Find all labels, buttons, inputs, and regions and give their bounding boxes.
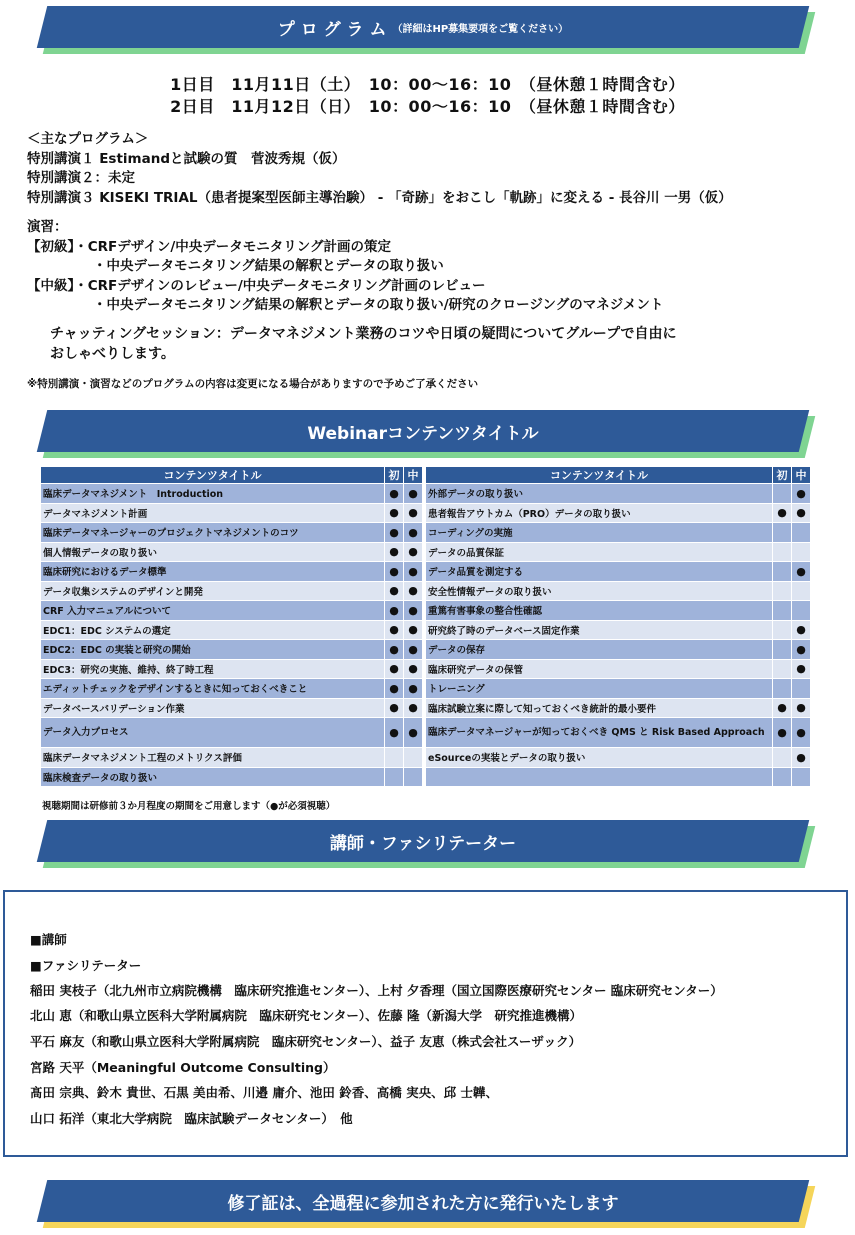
staff-title: 講師・ファシリテーター — [329, 833, 517, 854]
table-row — [41, 659, 423, 679]
content-title-cell: コーディングの実施 — [426, 523, 773, 543]
beginner-mark-cell: ● — [773, 503, 792, 523]
beginner-mark-cell — [773, 581, 792, 601]
chat-session — [50, 324, 677, 364]
content-title-cell: データ入力プロセス — [41, 718, 385, 748]
schedule-day1: 1日目 11月11日（土） 10：00〜16：10 （昼休憩１時間含む） — [170, 75, 685, 94]
intermediate-mark-cell: ● — [404, 601, 423, 621]
content-title-cell: 臨床研究データの保管 — [426, 659, 773, 679]
content-title-cell: 研究終了時のデータベース固定作業 — [426, 620, 773, 640]
facilitator-heading: ■ファシリテーター — [30, 958, 142, 973]
exercise-3: 【中級】・CRFデザインのレビュー/中央データモニタリング計画のレビュー — [27, 277, 486, 294]
certificate-banner — [42, 1180, 804, 1222]
content-title-cell: 患者報告アウトカム（PRO）データの取り扱い — [426, 503, 773, 523]
beginner-mark-cell: ● — [773, 718, 792, 748]
content-title-cell: データ収集システムのデザインと開発 — [41, 581, 385, 601]
table-row — [426, 542, 811, 562]
intermediate-mark-cell — [792, 523, 811, 543]
col-header-beginner: 初 — [385, 467, 404, 484]
table-row — [41, 523, 423, 543]
intermediate-mark-cell: ● — [404, 679, 423, 699]
intermediate-mark-cell: ● — [792, 748, 811, 768]
table-row — [41, 698, 423, 718]
facilitator-line-5: 髙田 宗典、鈴木 貴世、石黒 美由希、川邉 庸介、池田 鈴香、高橋 実央、邱 士韡、 — [30, 1085, 498, 1100]
table-row — [426, 620, 811, 640]
beginner-mark-cell — [773, 484, 792, 504]
table-row — [41, 484, 423, 504]
content-title-cell: エディットチェックをデザインするときに知っておくべきこと — [41, 679, 385, 699]
program-title: プ ロ グ ラ ム — [277, 19, 387, 40]
intermediate-mark-cell: ● — [404, 620, 423, 640]
intermediate-mark-cell — [792, 542, 811, 562]
content-title-cell: データベースバリデーション作業 — [41, 698, 385, 718]
beginner-mark-cell: ● — [385, 620, 404, 640]
table-row — [41, 640, 423, 660]
intermediate-mark-cell: ● — [404, 562, 423, 582]
content-table-left — [40, 466, 423, 787]
content-title-cell: 臨床データマネージャーのプロジェクトマネジメントのコツ — [41, 523, 385, 543]
table-row — [426, 718, 811, 748]
intermediate-mark-cell: ● — [792, 484, 811, 504]
content-title-cell: 臨床データマネージャーが知っておくべき QMS と Risk Based Approach — [426, 718, 773, 748]
certificate-title: 修了証は、全過程に参加された方に発行いたします — [227, 1193, 619, 1214]
program-list — [27, 130, 732, 208]
table-row — [426, 601, 811, 621]
intermediate-mark-cell — [404, 767, 423, 787]
content-title-cell: EDC2：EDC の実装と研究の開始 — [41, 640, 385, 660]
beginner-mark-cell: ● — [773, 698, 792, 718]
exercise-1: 【初級】・CRFデザイン/中央データモニタリング計画の策定 — [27, 238, 391, 255]
col-header-intermediate: 中 — [792, 467, 811, 484]
content-title-cell: データ品質を測定する — [426, 562, 773, 582]
beginner-mark-cell: ● — [385, 601, 404, 621]
lecture-3: 特別講演３ KISEKI TRIAL（患者提案型医師主導治験） - 「奇跡」をおこし「軌跡」に変える - 長谷川 一男（仮） — [27, 189, 732, 206]
lecture-2: 特別講演２：未定 — [27, 170, 135, 186]
table-row — [41, 718, 423, 748]
intermediate-mark-cell: ● — [404, 718, 423, 748]
content-title-cell: 臨床データマネジメント Introduction — [41, 484, 385, 504]
beginner-mark-cell — [385, 748, 404, 768]
beginner-mark-cell: ● — [385, 640, 404, 660]
intermediate-mark-cell — [792, 601, 811, 621]
beginner-mark-cell — [773, 542, 792, 562]
content-title-cell: 臨床データマネジメント工程のメトリクス評価 — [41, 748, 385, 768]
schedule-day2: 2日目 11月12日（日） 10：00〜16：10 （昼休憩１時間含む） — [170, 97, 685, 116]
table-row — [41, 581, 423, 601]
intermediate-mark-cell — [792, 679, 811, 699]
content-title-cell: 臨床検査データの取り扱い — [41, 767, 385, 787]
table-row — [426, 581, 811, 601]
content-title-cell: CRF 入力マニュアルについて — [41, 601, 385, 621]
intermediate-mark-cell: ● — [404, 484, 423, 504]
webinar-banner — [42, 410, 804, 452]
beginner-mark-cell — [773, 767, 792, 787]
content-title-cell: データの品質保証 — [426, 542, 773, 562]
intermediate-mark-cell: ● — [404, 698, 423, 718]
exercise-list — [27, 218, 663, 316]
content-title-cell: データマネジメント計画 — [41, 503, 385, 523]
beginner-mark-cell — [773, 562, 792, 582]
intermediate-mark-cell: ● — [792, 620, 811, 640]
facilitator-line-3: 平石 麻友（和歌山県立医科大学附属病院 臨床研究センター）、益子 友恵（株式会社スーザック） — [30, 1034, 582, 1049]
content-title-cell: EDC1：EDC システムの選定 — [41, 620, 385, 640]
beginner-mark-cell: ● — [385, 523, 404, 543]
intermediate-mark-cell: ● — [404, 523, 423, 543]
webinar-footnote: 視聴期間は研修前３か月程度の期間をご用意します（●が必須視聴） — [42, 801, 336, 812]
intermediate-mark-cell: ● — [792, 503, 811, 523]
beginner-mark-cell — [773, 679, 792, 699]
content-title-cell: 安全性情報データの取り扱い — [426, 581, 773, 601]
table-row — [41, 620, 423, 640]
facilitator-line-2: 北山 恵（和歌山県立医科大学附属病院 臨床研究センター）、佐藤 隆（新潟大学 研究推進機構） — [30, 1008, 582, 1023]
facilitator-line-4: 宮路 天平（Meaningful Outcome Consulting） — [30, 1060, 336, 1075]
program-title-note: （詳細はHP募集要項をご覧ください） — [392, 23, 569, 35]
program-note: ※特別講演・演習などのプログラムの内容は変更になる場合がありますので予めご了承ください — [27, 378, 479, 390]
beginner-mark-cell: ● — [385, 562, 404, 582]
intermediate-mark-cell: ● — [404, 640, 423, 660]
beginner-mark-cell: ● — [385, 542, 404, 562]
table-row — [426, 767, 811, 787]
table-row — [41, 542, 423, 562]
content-title-cell: 重篤有害事象の整合性確認 — [426, 601, 773, 621]
lecture-1: 特別講演１ Estimandと試験の質 菅波秀規（仮） — [27, 150, 346, 167]
facilitator-line-1: 稲田 実枝子（北九州市立病院機構 臨床研究推進センター）、上村 夕香理（国立国際医療研究センター 臨床研究センター） — [30, 983, 723, 998]
table-row — [426, 698, 811, 718]
beginner-mark-cell: ● — [385, 679, 404, 699]
chat-line-1: チャッティングセッション：データマネジメント業務のコツや日頃の疑問についてグループで自由に — [50, 326, 677, 342]
content-title-cell: データの保存 — [426, 640, 773, 660]
intermediate-mark-cell — [792, 767, 811, 787]
program-banner — [42, 6, 804, 48]
table-row — [426, 679, 811, 699]
beginner-mark-cell: ● — [385, 503, 404, 523]
table-row — [426, 659, 811, 679]
intermediate-mark-cell: ● — [404, 503, 423, 523]
exercise-4: ・中央データモニタリング結果の解釈とデータの取り扱い/研究のクロージングのマネジメント — [93, 297, 664, 313]
beginner-mark-cell: ● — [385, 484, 404, 504]
content-title-cell: 臨床研究におけるデータ標準 — [41, 562, 385, 582]
beginner-mark-cell — [385, 767, 404, 787]
intermediate-mark-cell: ● — [404, 659, 423, 679]
intermediate-mark-cell: ● — [792, 640, 811, 660]
beginner-mark-cell: ● — [385, 718, 404, 748]
exercise-heading: 演習： — [27, 219, 68, 235]
beginner-mark-cell — [773, 748, 792, 768]
table-row — [41, 562, 423, 582]
intermediate-mark-cell: ● — [404, 542, 423, 562]
table-row — [41, 767, 423, 787]
table-row — [41, 601, 423, 621]
webinar-title: Webinarコンテンツタイトル — [307, 423, 539, 444]
intermediate-mark-cell — [792, 581, 811, 601]
table-row — [41, 748, 423, 768]
lecturer-heading: ■講師 — [30, 932, 67, 947]
col-header-title: コンテンツタイトル — [41, 467, 385, 484]
beginner-mark-cell: ● — [385, 659, 404, 679]
content-title-cell: 個人情報データの取り扱い — [41, 542, 385, 562]
intermediate-mark-cell: ● — [404, 581, 423, 601]
content-title-cell: EDC3：研究の実施、維持、終了時工程 — [41, 659, 385, 679]
beginner-mark-cell: ● — [385, 698, 404, 718]
facilitator-line-6: 山口 拓洋（東北大学病院 臨床試験データセンター） 他 — [30, 1111, 353, 1126]
table-row — [426, 523, 811, 543]
table-row — [41, 679, 423, 699]
col-header-beginner: 初 — [773, 467, 792, 484]
col-header-intermediate: 中 — [404, 467, 423, 484]
content-title-cell: トレーニング — [426, 679, 773, 699]
col-header-title: コンテンツタイトル — [426, 467, 773, 484]
content-title-cell: 外部データの取り扱い — [426, 484, 773, 504]
beginner-mark-cell — [773, 601, 792, 621]
content-title-cell: 臨床試験立案に際して知っておくべき統計的最小要件 — [426, 698, 773, 718]
content-title-cell: eSourceの実装とデータの取り扱い — [426, 748, 773, 768]
staff-banner — [42, 820, 804, 862]
intermediate-mark-cell: ● — [792, 562, 811, 582]
chat-line-2: おしゃべりします。 — [50, 346, 175, 362]
intermediate-mark-cell — [404, 748, 423, 768]
beginner-mark-cell — [773, 620, 792, 640]
staff-box — [3, 890, 848, 1157]
exercise-2: ・中央データモニタリング結果の解釈とデータの取り扱い — [93, 258, 444, 274]
intermediate-mark-cell: ● — [792, 659, 811, 679]
content-table-right — [425, 466, 811, 787]
table-row — [426, 640, 811, 660]
beginner-mark-cell — [773, 640, 792, 660]
beginner-mark-cell: ● — [385, 581, 404, 601]
intermediate-mark-cell: ● — [792, 718, 811, 748]
table-row — [426, 748, 811, 768]
main-program-heading: ＜主なプログラム＞ — [27, 131, 149, 147]
table-row — [41, 503, 423, 523]
intermediate-mark-cell: ● — [792, 698, 811, 718]
beginner-mark-cell — [773, 659, 792, 679]
table-row — [426, 484, 811, 504]
content-title-cell — [426, 767, 773, 787]
beginner-mark-cell — [773, 523, 792, 543]
table-row — [426, 562, 811, 582]
table-row — [426, 503, 811, 523]
